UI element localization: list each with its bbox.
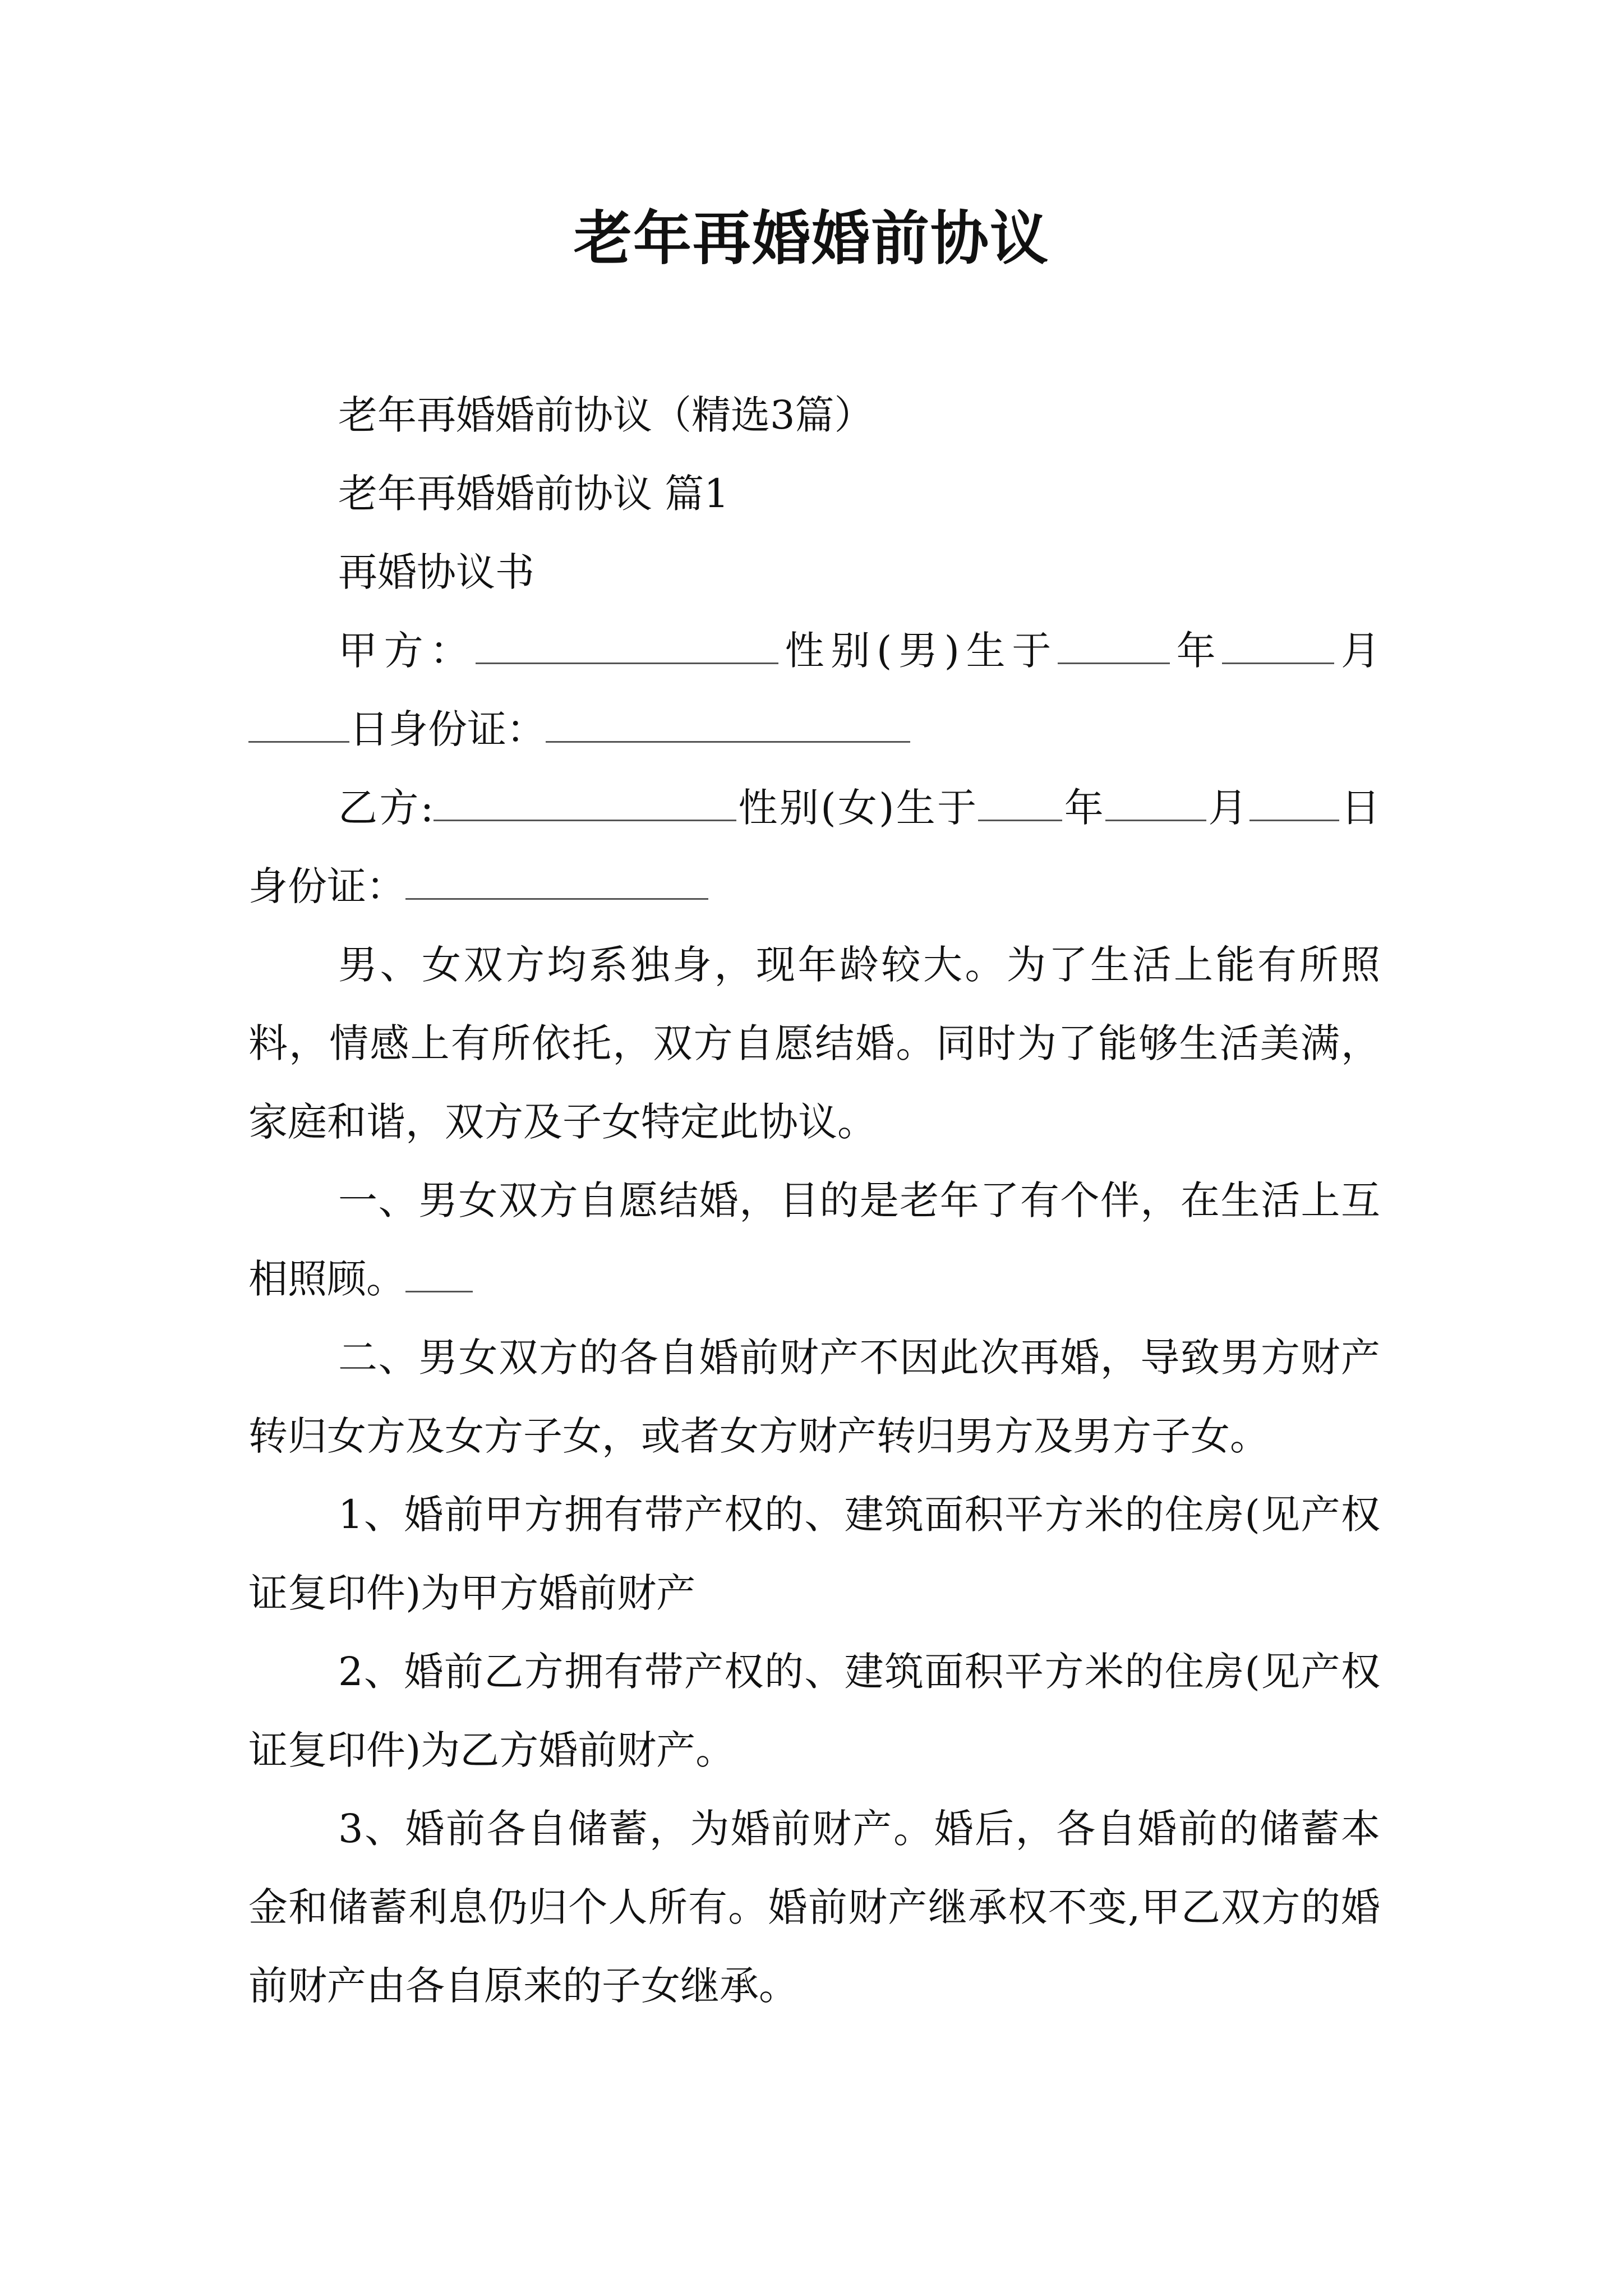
party-a-label: 甲方： [338, 628, 476, 674]
party-a-name-blank [476, 627, 778, 664]
clause-1 [248, 1161, 1380, 1318]
party-b-line [248, 769, 1380, 926]
document-body [248, 376, 1380, 2025]
party-b-gender: 性别(女)生于 [736, 785, 979, 831]
party-b-label: 乙方: [338, 785, 434, 831]
intro-paragraph: 男、女双方均系独身，现年龄较大。为了生活上能有所照料，情感上有所依托，双方自愿结婚。同时为了能够生活美满，家庭和谐，双方及子女特定此协议。 [248, 942, 1380, 1145]
party-a-year-label: 年 [1170, 628, 1223, 674]
party-a-id-blank [546, 706, 910, 743]
clause-1-blank [405, 1255, 473, 1292]
document-title: 老年再婚婚前协议 [573, 204, 1049, 273]
party-a-day-id: 日身份证： [349, 706, 546, 752]
item-3: 3、婚前各自储蓄，为婚前财产。婚后，各自婚前的储蓄本金和储蓄利息仍归个人所有。婚前财产继承权不变,甲乙双方的婚前财产由各自原来的子女继承。 [248, 1806, 1380, 2009]
party-a-day-blank [248, 706, 349, 743]
doc-name: 再婚协议书 [338, 549, 534, 595]
party-b-year-label: 年 [1062, 785, 1106, 831]
section-heading: 老年再婚婚前协议 篇1 [338, 471, 729, 517]
party-a-month-label: 月 [1334, 628, 1381, 674]
party-a-line [248, 611, 1380, 769]
party-b-month-blank [1105, 784, 1206, 821]
party-a-month-blank [1222, 627, 1334, 664]
party-b-id-blank [405, 863, 708, 900]
item-1: 1、婚前甲方拥有带产权的、建筑面积平方米的住房(见产权证复印件)为甲方婚前财产 [248, 1492, 1380, 1616]
subtitle: 老年再婚婚前协议（精选3篇） [338, 392, 874, 438]
clause-2: 二、男女双方的各自婚前财产不因此次再婚，导致男方财产转归女方及女方子女，或者女方财产转归男方及男方子女。 [248, 1335, 1380, 1459]
party-a-gender: 性别(男)生于 [778, 628, 1058, 674]
party-b-year-blank [978, 784, 1062, 821]
item-2: 2、婚前乙方拥有带产权的、建筑面积平方米的住房(见产权证复印件)为乙方婚前财产。 [248, 1649, 1380, 1773]
party-b-day-id: 日身份证： [248, 785, 1381, 909]
party-b-name-blank [434, 784, 736, 821]
party-b-month-label: 月 [1206, 785, 1249, 831]
party-a-year-blank [1058, 627, 1170, 664]
clause-1-text: 一、男女双方自愿结婚，目的是老年了有个伴，在生活上互相照顾。 [248, 1177, 1380, 1302]
party-b-day-blank [1249, 784, 1339, 821]
